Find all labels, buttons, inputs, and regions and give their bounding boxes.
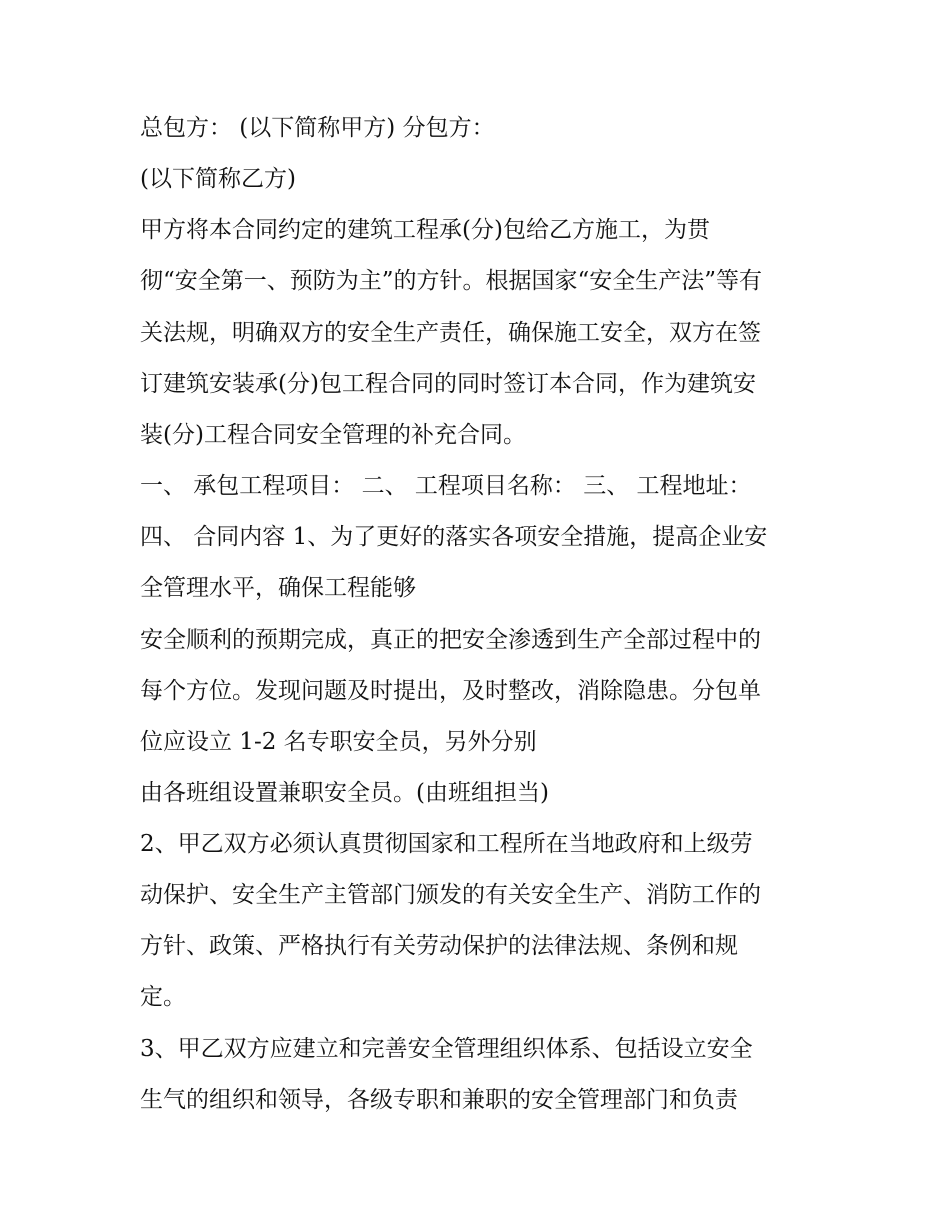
text-line: 总包方： (以下简称甲方) 分包方： — [140, 115, 495, 141]
text-line: 关法规，明确双方的安全生产责任，确保施工安全，双方在签 — [140, 320, 761, 346]
text-line: 订建筑安装承(分)包工程合同的同时签订本合同，作为建筑安 — [140, 371, 756, 397]
text-line: 由各班组设置兼职安全员。(由班组担当) — [140, 780, 549, 806]
text-line: 装(分)工程合同安全管理的补充合同。 — [140, 422, 526, 448]
text-line: (以下简称乙方) — [140, 166, 296, 192]
text-line: 定。 — [140, 984, 186, 1010]
text-line: 一、 承包工程项目： 二、 工程项目名称： 三、 工程地址： — [140, 473, 752, 499]
text-line: 甲方将本合同约定的建筑工程承(分)包给乙方施工，为贯 — [140, 217, 710, 243]
text-line: 动保护、安全生产主管部门颁发的有关安全生产、消防工作的 — [140, 882, 761, 908]
text-line: 全管理水平，确保工程能够 — [140, 575, 416, 601]
text-line: 3、甲乙双方应建立和完善安全管理组织体系、包括设立安全 — [140, 1036, 753, 1062]
text-line: 彻“安全第一、预防为主”的方针。根据国家“安全生产法”等有 — [140, 268, 763, 294]
text-line: 安全顺利的预期完成，真正的把安全渗透到生产全部过程中的 — [140, 627, 761, 653]
text-line: 2、甲乙双方必须认真贯彻国家和工程所在当地政府和上级劳 — [140, 831, 753, 857]
text-line: 每个方位。发现问题及时提出，及时整改，消除隐患。分包单 — [140, 678, 761, 704]
text-line: 四、 合同内容 1、为了更好的落实各项安全措施，提高企业安 — [140, 524, 768, 550]
text-line: 生气的组织和领导，各级专职和兼职的安全管理部门和负责 — [140, 1087, 738, 1113]
text-line: 位应设立 1-2 名专职安全员，另外分别 — [140, 729, 537, 755]
text-line: 方针、政策、严格执行有关劳动保护的法律法规、条例和规 — [140, 933, 738, 959]
